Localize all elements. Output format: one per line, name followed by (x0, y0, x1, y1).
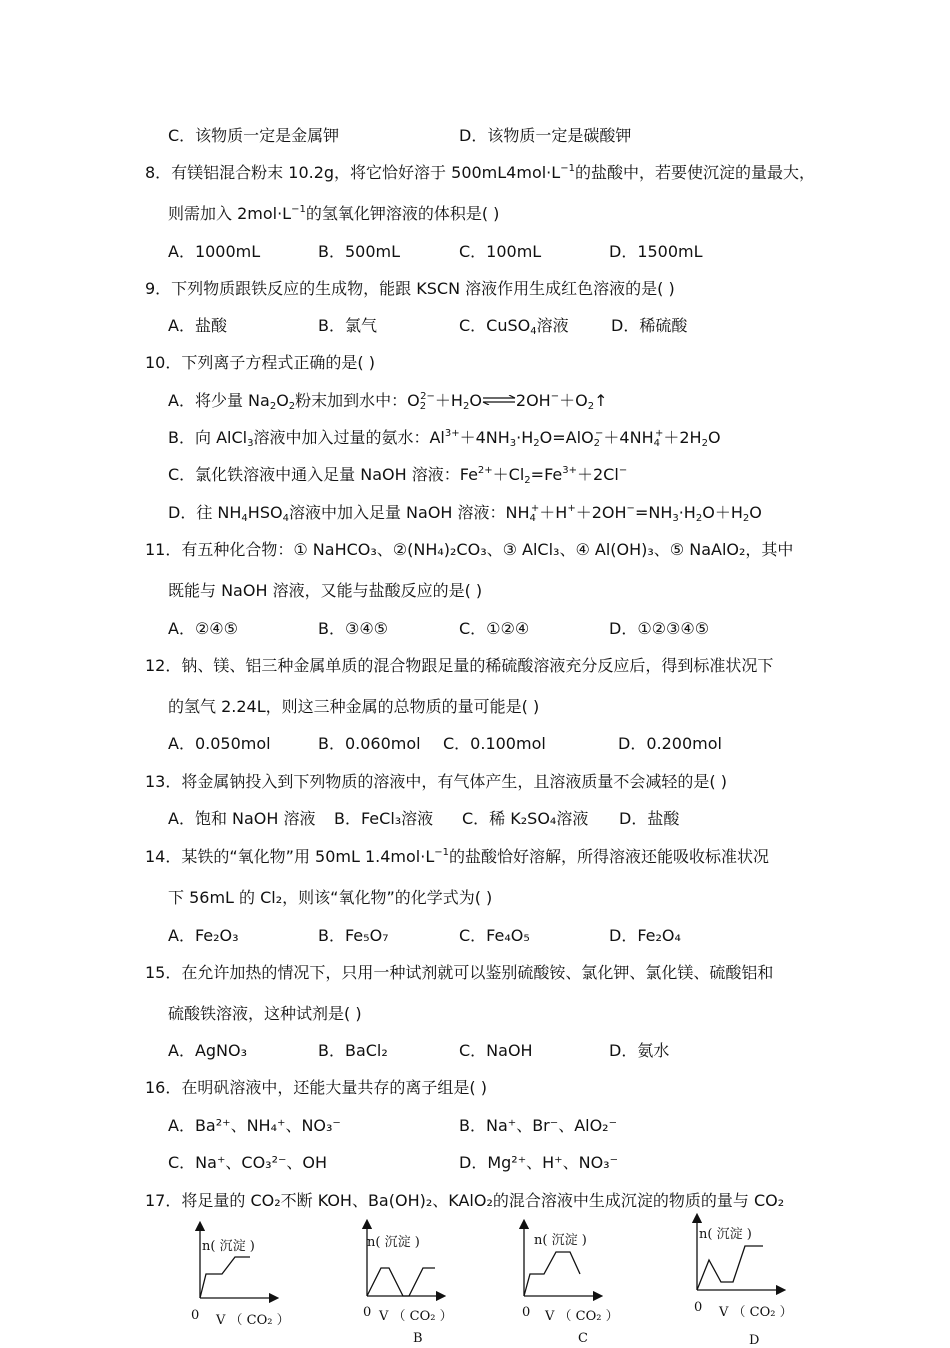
q15-option-d: D．氨水 (609, 1041, 670, 1060)
q11-stem-line2: 既能与 NaOH 溶液，又能与盐酸反应的是( ) (168, 581, 483, 600)
y-label: n( 沉淀 ) (534, 1233, 587, 1248)
q13-option-c: C．稀 K₂SO₄溶液 (462, 809, 589, 828)
q11-option-d: D．①②③④⑤ (609, 619, 710, 638)
q13-option-d: D．盐酸 (619, 809, 680, 828)
graph-letter: C (578, 1331, 588, 1346)
q14-sup: −1 (434, 847, 449, 858)
q8-stem-line2 (168, 203, 499, 225)
y-label: n( 沉淀 ) (699, 1227, 752, 1242)
q8-text-d: 的氢氧化钾溶液的体积是( ) (305, 204, 500, 223)
q17-stem: 17．将足量的 CO₂不断 KOH、Ba(OH)₂、KAlO₂的混合溶液中生成沉淀的物质的量与 CO₂ (145, 1191, 785, 1210)
q14-text-b: 的盐酸恰好溶解，所得溶液还能吸收标准状况 (449, 847, 770, 866)
origin-label: 0 (191, 1308, 200, 1323)
origin-label: 0 (694, 1300, 703, 1315)
q16-stem: 16．在明矾溶液中，还能大量共存的离子组是( ) (145, 1078, 487, 1097)
q17-graph-d (685, 1214, 805, 1348)
y-label: n( 沉淀 ) (367, 1235, 420, 1250)
q17-graph-b (355, 1218, 465, 1348)
q14-stem-line2: 下 56mL 的 Cl₂，则该“氧化物”的化学式为( ) (168, 888, 493, 907)
reversible-arrow-icon (482, 395, 516, 405)
q8-option-c: C．100mL (459, 242, 542, 261)
q12-stem-line1: 12．钠、镁、铝三种金属单质的混合物跟足量的稀硫酸溶液充分反应后，得到标准状况下 (145, 656, 774, 675)
q9-stem: 9．下列物质跟铁反应的生成物，能跟 KSCN 溶液作用生成红色溶液的是( ) (145, 279, 675, 298)
q9-option-c (459, 315, 569, 337)
q16-option-b: B．Na⁺、Br⁻、AlO₂⁻ (459, 1116, 618, 1135)
q15-option-b: B．BaCl₂ (318, 1041, 388, 1060)
q8-text-a: 8．有镁铝混合粉末 10.2g，将它恰好溶于 500mL4mol·L (145, 163, 561, 182)
q11-option-c: C．①②④ (459, 619, 530, 638)
q14-text-a: 14．某铁的“氧化物”用 50mL 1.4mol·L (145, 847, 435, 866)
q10-option-b: B．向 AlCl$_3$溶液中加入过量的氨水：$Al^{3+}+4NH_3\cdot H_2O=AlO_2^-+4NH_4^++2H_2O$ (168, 428, 721, 449)
y-label: n( 沉淀 ) (202, 1239, 255, 1254)
q8-sup-2: −1 (291, 204, 306, 215)
graph-letter: D (749, 1333, 760, 1348)
q13-option-a: A．饱和 NaOH 溶液 (168, 809, 316, 828)
q10-stem: 10．下列离子方程式正确的是( ) (145, 353, 375, 372)
graph-letter: B (413, 1331, 423, 1346)
q11-option-a: A．②④⑤ (168, 619, 238, 638)
q14-option-a: A．Fe₂O₃ (168, 926, 239, 945)
x-label: V （ CO₂ ） (379, 1309, 453, 1324)
q13-stem: 13．将金属钠投入到下列物质的溶液中，有气体产生，且溶液质量不会减轻的是( ) (145, 772, 727, 791)
q8-option-a: A．1000mL (168, 242, 261, 261)
q12-option-a: A．0.050mol (168, 734, 271, 753)
q15-stem-line2: 硫酸铁溶液，这种试剂是( ) (168, 1004, 362, 1023)
q10-option-a: A．将少量 $Na_2O_2$粉末加到水中：$O_2^{2-}+H_2O$ $2OH^-+O_2↑$ (168, 391, 608, 412)
q9-option-d: D．稀硫酸 (611, 316, 688, 335)
q11-option-b: B．③④⑤ (318, 619, 389, 638)
q8-option-d: D．1500mL (609, 242, 703, 261)
q14-option-b: B．Fe₅O₇ (318, 926, 389, 945)
q8-option-b: B．500mL (318, 242, 401, 261)
q16-option-d: D．Mg²⁺、H⁺、NO₃⁻ (459, 1153, 619, 1172)
q14-stem-line1 (145, 846, 769, 868)
q12-option-b: B．0.060mol (318, 734, 421, 753)
q15-stem-line1: 15．在允许加热的情况下，只用一种试剂就可以鉴别硫酸铵、氯化钾、氯化镁、硫酸铝和 (145, 963, 774, 982)
q14-option-d: D．Fe₂O₄ (609, 926, 681, 945)
q8-sup-1: −1 (560, 163, 575, 174)
x-label: V （ CO₂ ） (719, 1305, 793, 1320)
q12-stem-line2: 的氢气 2.24L，则这三种金属的总物质的量可能是( ) (168, 697, 540, 716)
q12-option-c: C．0.100mol (443, 734, 546, 753)
q9-option-c-sub: 4 (530, 326, 537, 337)
origin-label: 0 (522, 1305, 531, 1320)
q7-option-c: C．该物质一定是金属钾 (168, 126, 340, 145)
q8-stem-line1 (145, 162, 815, 184)
q9-option-b: B．氯气 (318, 316, 377, 335)
q15-option-c: C．NaOH (459, 1041, 533, 1060)
precipitate-curve (524, 1252, 580, 1296)
q7-option-d: D．该物质一定是碳酸钾 (459, 126, 632, 145)
q8-text-b: 的盐酸中，若要使沉淀的量最大， (574, 163, 815, 182)
q10-option-d: D．往 $NH_4HSO_4$溶液中加入足量 NaOH 溶液：$NH_4^++H^++2OH^-=NH_3\cdot H_2O+H_2O$ (168, 503, 762, 524)
q11-stem-line1: 11．有五种化合物：① NaHCO₃、②(NH₄)₂CO₃、③ AlCl₃、④ Al(OH)₃、⑤ NaAlO₂，其中 (145, 540, 794, 559)
q14-option-c: C．Fe₄O₅ (459, 926, 530, 945)
precipitate-curve (200, 1257, 250, 1298)
q16-option-a: A．Ba²⁺、NH₄⁺、NO₃⁻ (168, 1116, 341, 1135)
q12-option-d: D．0.200mol (618, 734, 722, 753)
q8-text-c: 则需加入 2mol·L (168, 204, 292, 223)
q16-option-c: C．Na⁺、CO₃²⁻、OH (168, 1153, 328, 1172)
origin-label: 0 (363, 1305, 372, 1320)
precipitate-curve (367, 1268, 435, 1296)
q9-option-c-text: C．CuSO (459, 316, 531, 335)
q10-option-c: C．氯化铁溶液中通入足量 NaOH 溶液：$Fe^{2+}+Cl_2=Fe^{3+}+2Cl^-$ (168, 465, 628, 486)
q17-graph-c (512, 1218, 622, 1348)
q9-option-c-tail: 溶液 (536, 316, 569, 335)
q13-option-b: B．FeCl₃溶液 (334, 809, 434, 828)
x-label: V （ CO₂ ） (216, 1313, 290, 1328)
q9-option-a: A．盐酸 (168, 316, 227, 335)
precipitate-curve (697, 1246, 763, 1290)
q15-option-a: A．AgNO₃ (168, 1041, 248, 1060)
x-label: V （ CO₂ ） (545, 1309, 619, 1324)
q17-graph-a (188, 1222, 298, 1336)
